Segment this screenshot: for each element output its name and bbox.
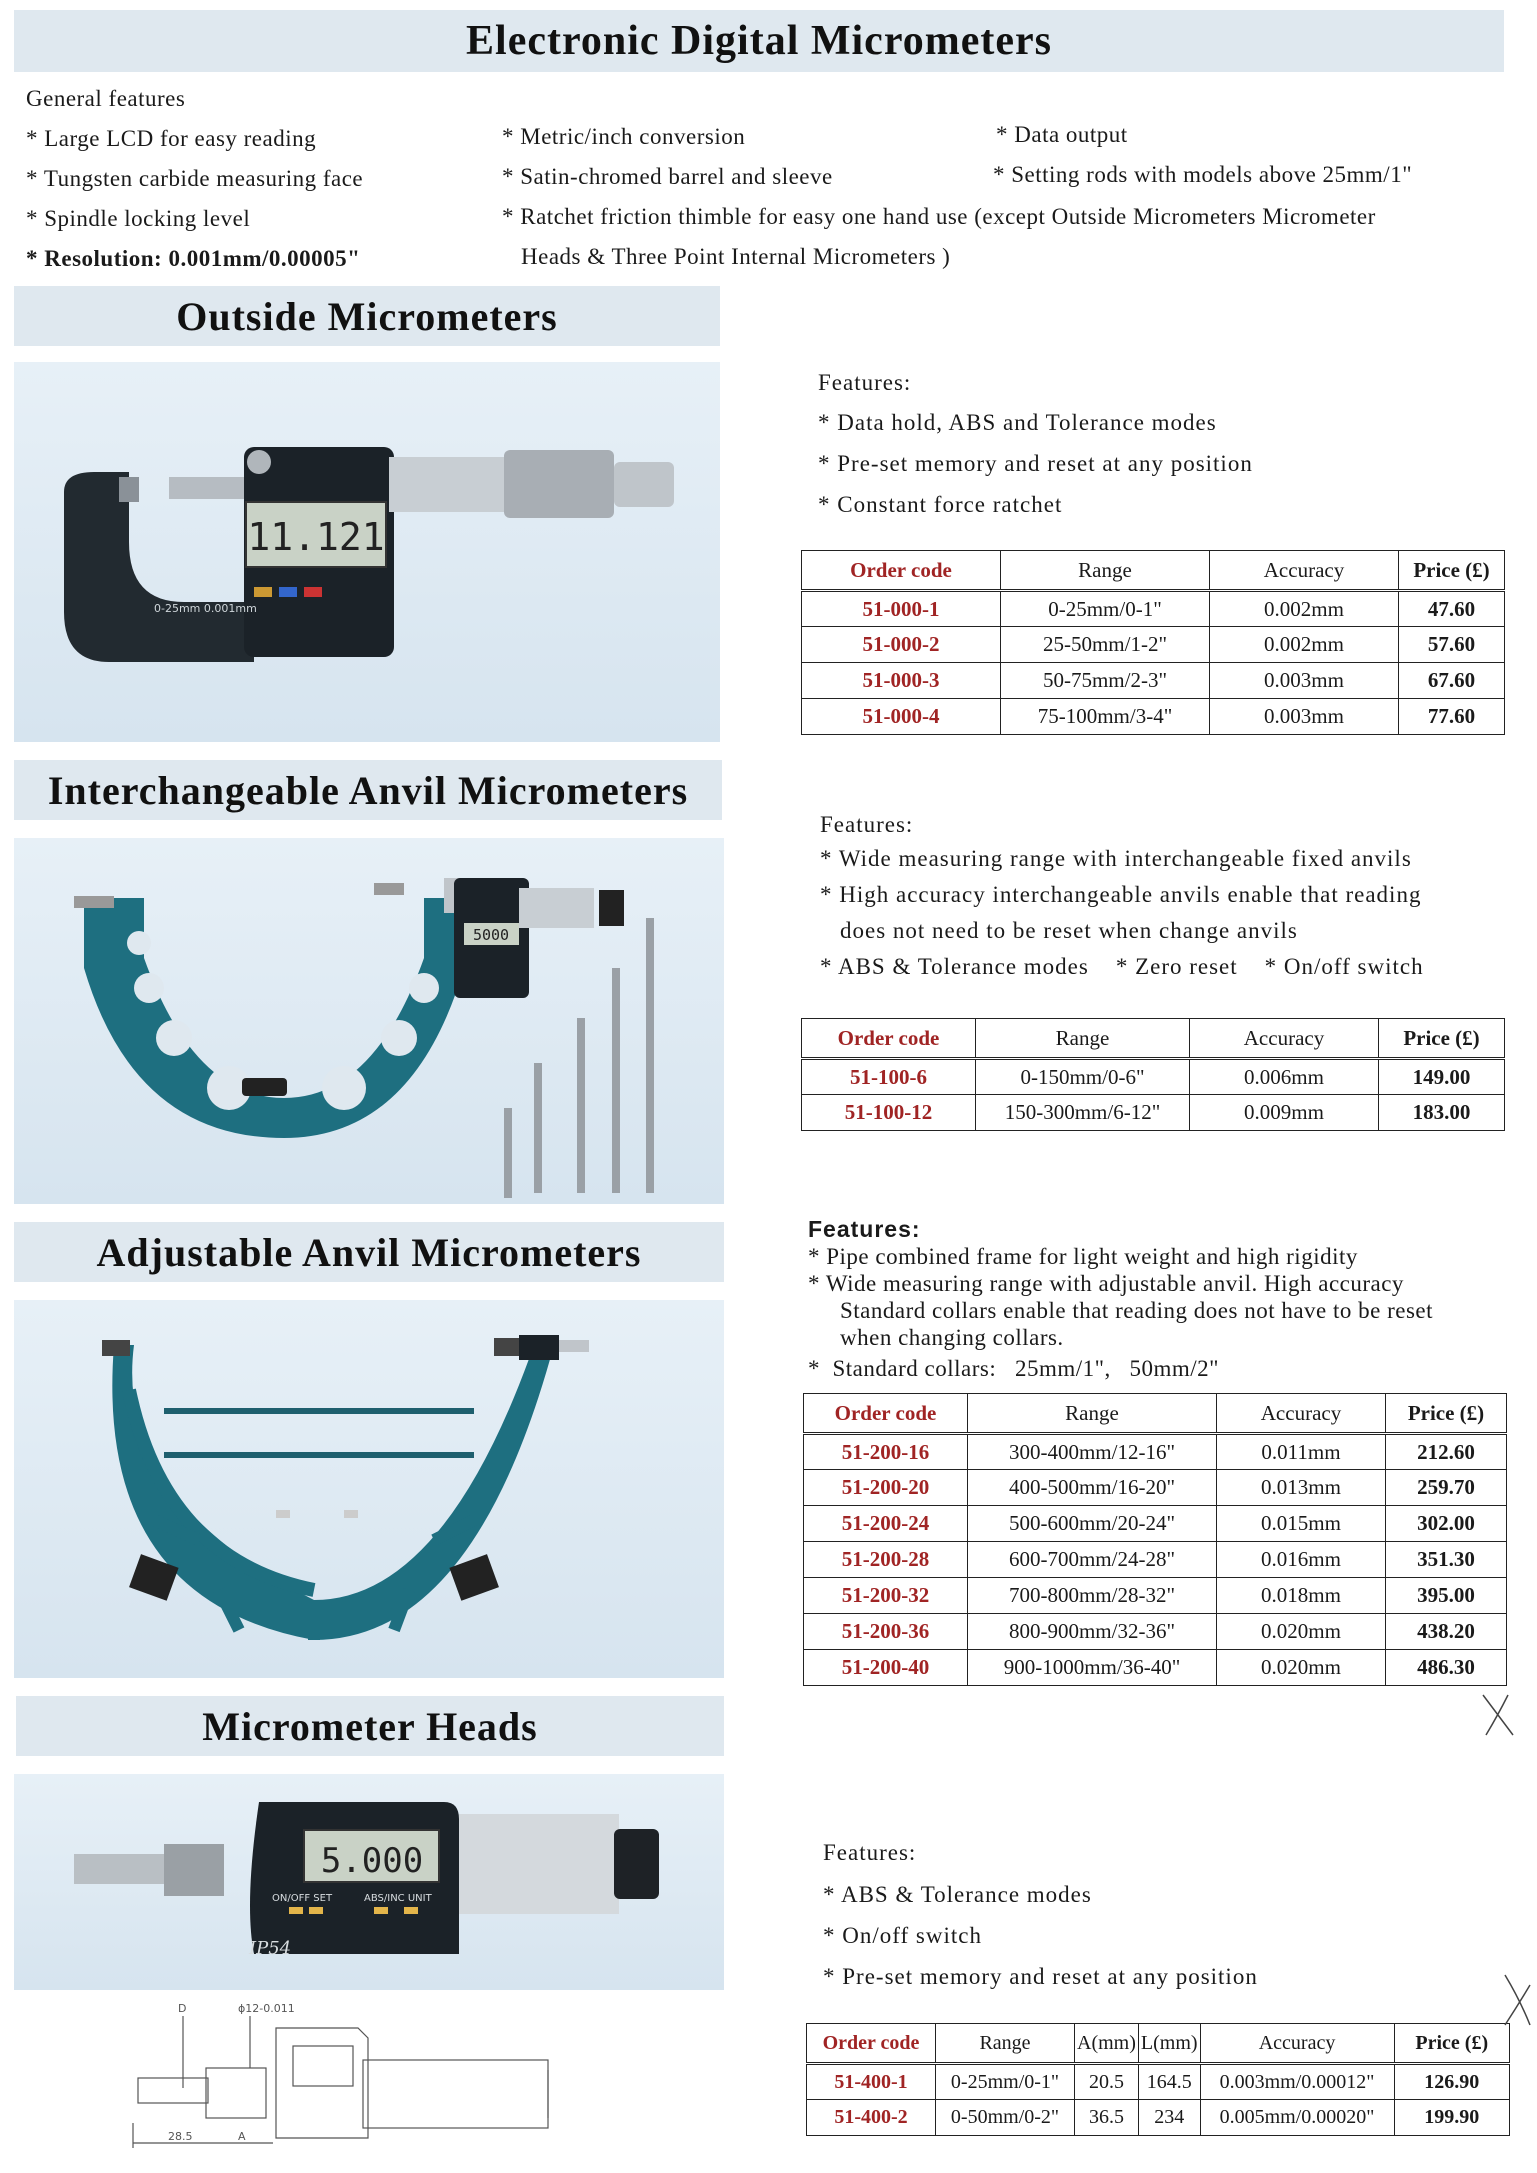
price: 259.70	[1386, 1470, 1507, 1506]
dim-l-value: 234	[1138, 2100, 1200, 2136]
order-code: 51-200-32	[804, 1578, 968, 1614]
price: 199.90	[1394, 2100, 1509, 2136]
general-feature: Heads & Three Point Internal Micrometers )	[521, 244, 951, 269]
col-header-l: L(mm)	[1138, 2024, 1200, 2064]
feature-item: * Wide measuring range with adjustable anvil. High accuracy	[808, 1271, 1404, 1296]
micrometer-head-drawing	[128, 1998, 608, 2168]
col-header-a: A(mm)	[1075, 2024, 1139, 2064]
accuracy: 0.005mm/0.00020"	[1200, 2100, 1394, 2136]
price: 212.60	[1386, 1434, 1507, 1470]
order-code: 51-100-12	[802, 1095, 976, 1131]
price: 302.00	[1386, 1506, 1507, 1542]
col-header-code: Order code	[802, 1019, 976, 1059]
accuracy: 0.013mm	[1217, 1470, 1386, 1506]
range: 800-900mm/32-36"	[968, 1614, 1217, 1650]
range: 0-150mm/0-6"	[976, 1059, 1190, 1095]
col-header-range: Range	[1001, 551, 1210, 591]
range: 0-50mm/0-2"	[936, 2100, 1075, 2136]
dim-a-value: 20.5	[1075, 2064, 1139, 2100]
feature-item: * ABS & Tolerance modes	[823, 1882, 1092, 1907]
outside-micrometer-image	[14, 362, 720, 742]
technical-drawing	[128, 1998, 608, 2168]
range: 300-400mm/12-16"	[968, 1434, 1217, 1470]
accuracy: 0.020mm	[1217, 1650, 1386, 1686]
table-row	[802, 627, 1505, 663]
range: 25-50mm/1-2"	[1001, 627, 1210, 663]
dim-l-value: 164.5	[1138, 2064, 1200, 2100]
price: 395.00	[1386, 1578, 1507, 1614]
dim-a-value: 36.5	[1075, 2100, 1139, 2136]
order-code: 51-200-24	[804, 1506, 968, 1542]
table-row	[802, 1095, 1505, 1131]
micrometer-head-photo	[14, 1774, 724, 1990]
price: 351.30	[1386, 1542, 1507, 1578]
table-row	[804, 1434, 1507, 1470]
outside-features	[818, 370, 1253, 533]
col-header-accuracy: Accuracy	[1200, 2024, 1394, 2064]
adjustable-price-table	[803, 1393, 1507, 1686]
dim-28-5: 28.5	[168, 2130, 193, 2143]
general-feature: * Data output	[996, 122, 1128, 147]
table-row	[802, 699, 1505, 735]
frame-label: 0-25mm 0.001mm	[154, 602, 257, 615]
interchangeable-micrometer-image	[14, 838, 724, 1204]
col-header-code: Order code	[807, 2024, 936, 2064]
col-header-price: Price (£)	[1386, 1394, 1507, 1434]
accuracy: 0.009mm	[1190, 1095, 1379, 1131]
accuracy: 0.002mm	[1210, 591, 1399, 627]
feature-item: * Pipe combined frame for light weight and high rigidity	[808, 1244, 1358, 1269]
col-header-range: Range	[976, 1019, 1190, 1059]
order-code: 51-100-6	[802, 1059, 976, 1095]
price: 486.30	[1386, 1650, 1507, 1686]
heads-price-table	[806, 2023, 1510, 2136]
price: 77.60	[1399, 699, 1505, 735]
outside-micrometer-photo	[14, 362, 720, 742]
features-title: Features:	[820, 812, 914, 837]
features-title: Features:	[823, 1840, 917, 1865]
feature-item: * Pre-set memory and reset at any position	[818, 451, 1253, 476]
range: 0-25mm/0-1"	[936, 2064, 1075, 2100]
dim-a: A	[238, 2130, 246, 2143]
col-header-code: Order code	[804, 1394, 968, 1434]
outside-price-table	[801, 550, 1505, 735]
col-header-price: Price (£)	[1399, 551, 1505, 591]
order-code: 51-200-20	[804, 1470, 968, 1506]
price: 183.00	[1379, 1095, 1505, 1131]
adjustable-micrometer-image	[14, 1300, 724, 1678]
col-header-price: Price (£)	[1379, 1019, 1505, 1059]
price: 149.00	[1379, 1059, 1505, 1095]
order-code: 51-200-16	[804, 1434, 968, 1470]
table-row	[804, 1506, 1507, 1542]
general-feature: * Large LCD for easy reading	[26, 126, 317, 151]
general-feature: * Setting rods with models above 25mm/1"	[993, 162, 1413, 187]
col-header-range: Range	[968, 1394, 1217, 1434]
col-header-code: Order code	[802, 551, 1001, 591]
general-feature-resolution: * Resolution: 0.001mm/0.00005"	[26, 246, 361, 271]
general-feature: * Ratchet friction thimble for easy one hand use (except Outside Micrometers Micrometer	[502, 204, 1376, 229]
table-row	[802, 663, 1505, 699]
section-title-adjustable: Adjustable Anvil Micrometers	[14, 1222, 724, 1282]
accuracy: 0.018mm	[1217, 1578, 1386, 1614]
handwritten-cross-mark	[1478, 1690, 1518, 1740]
feature-item: does not need to be reset when change anvils	[840, 918, 1298, 943]
general-feature: * Tungsten carbide measuring face	[26, 166, 364, 191]
price: 438.20	[1386, 1614, 1507, 1650]
general-feature: * Satin-chromed barrel and sleeve	[502, 164, 833, 189]
accuracy: 0.020mm	[1217, 1614, 1386, 1650]
order-code: 51-000-1	[802, 591, 1001, 627]
adjustable-features	[808, 1216, 1433, 1382]
micrometer-head-image	[14, 1774, 724, 1990]
range: 400-500mm/16-20"	[968, 1470, 1217, 1506]
range: 500-600mm/20-24"	[968, 1506, 1217, 1542]
section-title-interchangeable: Interchangeable Anvil Micrometers	[14, 760, 722, 820]
feature-item: * Pre-set memory and reset at any position	[823, 1964, 1258, 1989]
range: 900-1000mm/36-40"	[968, 1650, 1217, 1686]
price: 47.60	[1399, 591, 1505, 627]
accuracy: 0.003mm	[1210, 699, 1399, 735]
table-row	[802, 591, 1505, 627]
accuracy: 0.003mm/0.00012"	[1200, 2064, 1394, 2100]
interchangeable-features	[820, 812, 1424, 995]
col-header-price: Price (£)	[1394, 2024, 1509, 2064]
lcd-readout: 5.000	[320, 1841, 424, 1881]
interchangeable-price-table	[801, 1018, 1505, 1131]
range: 150-300mm/6-12"	[976, 1095, 1190, 1131]
interchangeable-micrometer-photo	[14, 838, 724, 1204]
order-code: 51-000-3	[802, 663, 1001, 699]
price: 126.90	[1394, 2064, 1509, 2100]
general-features-title: General features	[26, 86, 186, 111]
table-row	[804, 1542, 1507, 1578]
order-code: 51-400-1	[807, 2064, 936, 2100]
lcd-readout: 5000	[472, 926, 510, 944]
table-row	[807, 2064, 1510, 2100]
col-header-range: Range	[936, 2024, 1075, 2064]
dim-d: D	[178, 2002, 187, 2015]
table-row	[804, 1578, 1507, 1614]
range: 700-800mm/28-32"	[968, 1578, 1217, 1614]
feature-item: * On/off switch	[823, 1923, 982, 1948]
features-title: Features:	[818, 370, 912, 395]
dim-diameter: ϕ12-0.011	[238, 2002, 295, 2015]
feature-item: * Wide measuring range with interchangeable fixed anvils	[820, 846, 1412, 871]
feature-item: * Constant force ratchet	[818, 492, 1063, 517]
table-row	[807, 2100, 1510, 2136]
buttons-right-label: ABS/INC UNIT	[364, 1893, 432, 1904]
feature-item: * Data hold, ABS and Tolerance modes	[818, 410, 1217, 435]
order-code: 51-200-28	[804, 1542, 968, 1578]
range: 50-75mm/2-3"	[1001, 663, 1210, 699]
table-row	[802, 1059, 1505, 1095]
general-feature: * Spindle locking level	[26, 206, 251, 231]
adjustable-micrometer-photo	[14, 1300, 724, 1678]
feature-item: * Standard collars: 25mm/1", 50mm/2"	[808, 1356, 1220, 1381]
features-title: Features:	[808, 1216, 921, 1242]
page-title: Electronic Digital Micrometers	[14, 10, 1504, 72]
accuracy: 0.002mm	[1210, 627, 1399, 663]
col-header-accuracy: Accuracy	[1210, 551, 1399, 591]
lcd-readout: 11.121	[247, 515, 385, 559]
order-code: 51-200-36	[804, 1614, 968, 1650]
price: 67.60	[1399, 663, 1505, 699]
buttons-left-label: ON/OFF SET	[272, 1893, 333, 1904]
order-code: 51-000-4	[802, 699, 1001, 735]
section-title-outside: Outside Micrometers	[14, 286, 720, 346]
accuracy: 0.011mm	[1217, 1434, 1386, 1470]
feature-item: Standard collars enable that reading does not have to be reset	[840, 1298, 1434, 1323]
range: 0-25mm/0-1"	[1001, 591, 1210, 627]
table-row	[804, 1470, 1507, 1506]
accuracy: 0.015mm	[1217, 1506, 1386, 1542]
feature-item: when changing collars.	[840, 1325, 1064, 1350]
range: 75-100mm/3-4"	[1001, 699, 1210, 735]
feature-item: * ABS & Tolerance modes * Zero reset * On/off switch	[820, 954, 1424, 979]
col-header-accuracy: Accuracy	[1217, 1394, 1386, 1434]
range: 600-700mm/24-28"	[968, 1542, 1217, 1578]
order-code: 51-400-2	[807, 2100, 936, 2136]
general-feature: * Metric/inch conversion	[502, 124, 746, 149]
table-row	[804, 1650, 1507, 1686]
order-code: 51-000-2	[802, 627, 1001, 663]
col-header-accuracy: Accuracy	[1190, 1019, 1379, 1059]
accuracy: 0.006mm	[1190, 1059, 1379, 1095]
handwritten-cross-mark	[1500, 1970, 1535, 2030]
price: 57.60	[1399, 627, 1505, 663]
feature-item: * High accuracy interchangeable anvils enable that reading	[820, 882, 1422, 907]
heads-features	[823, 1840, 1258, 2005]
order-code: 51-200-40	[804, 1650, 968, 1686]
accuracy: 0.003mm	[1210, 663, 1399, 699]
ip-rating-label: IP54	[249, 1938, 292, 1959]
table-row	[804, 1614, 1507, 1650]
accuracy: 0.016mm	[1217, 1542, 1386, 1578]
section-title-heads: Micrometer Heads	[16, 1696, 724, 1756]
